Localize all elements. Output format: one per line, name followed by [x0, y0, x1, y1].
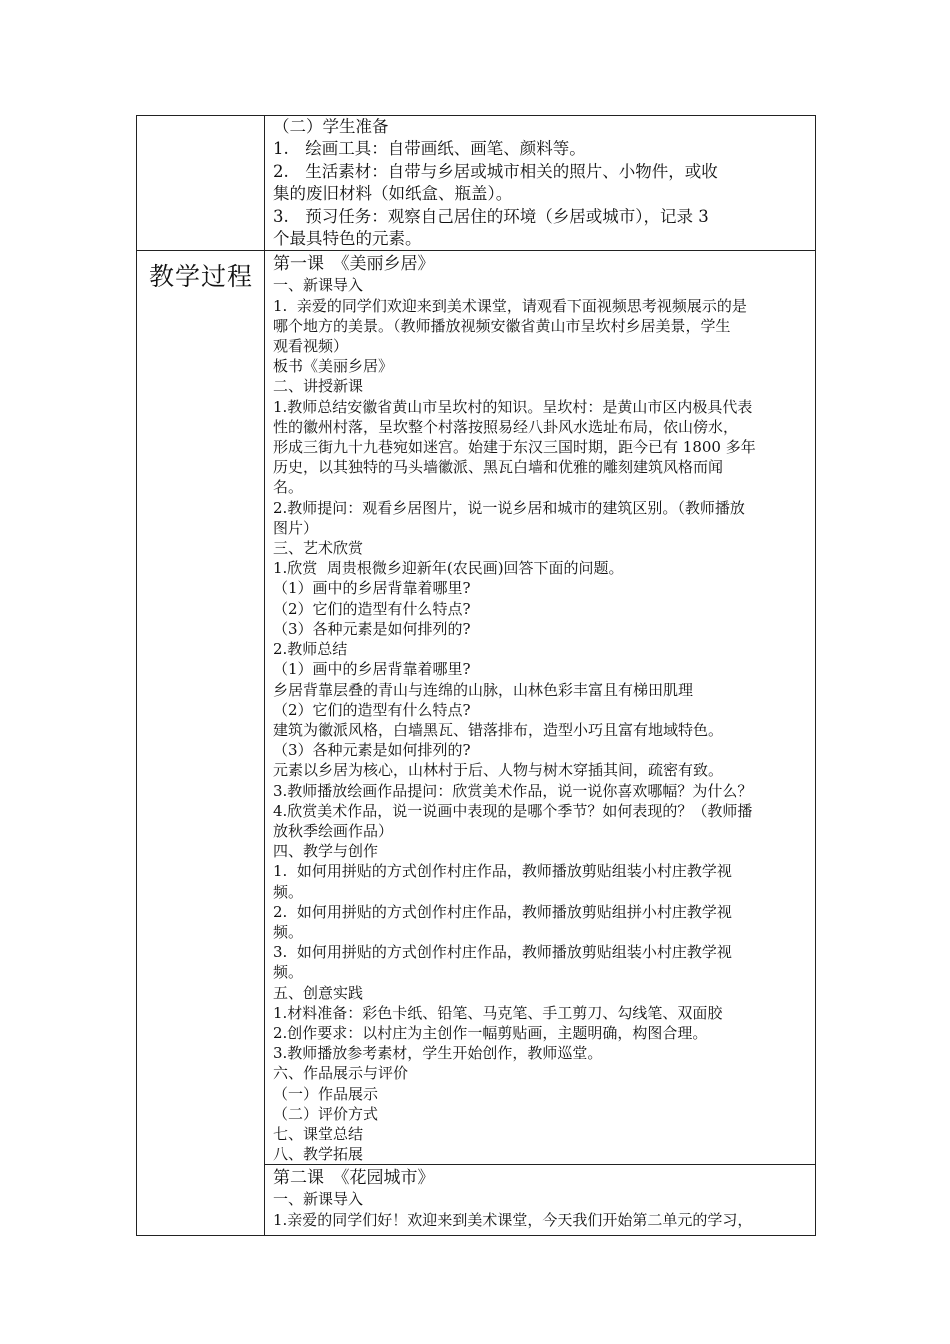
- lesson2-title: 第二课 《花园城市》: [273, 1168, 435, 1189]
- text-line: 2. 如何用拼贴的方式创作村庄作品，教师播放剪贴组拼小村庄教学视: [273, 902, 732, 921]
- text-line: 性的徽州村落，呈坎整个村落按照易经八卦风水选址布局，依山傍水，: [273, 417, 739, 436]
- lesson1-cell: [265, 251, 816, 1165]
- teaching-process-label: 教学过程: [149, 262, 254, 292]
- lesson1-lines: [273, 275, 807, 1164]
- text-line: 板书《美丽乡居》: [273, 357, 394, 376]
- text-line: （1）画中的乡居背靠着哪里?: [273, 579, 471, 598]
- text-line: （二）学生准备: [273, 117, 389, 136]
- text-line: 3. 如何用拼贴的方式创作村庄作品，教师播放剪贴组装小村庄教学视: [273, 943, 732, 962]
- text-line: 2.教师总结: [273, 640, 348, 659]
- text-line: 1. 绘画工具：自带画纸、画笔、颜料等。: [273, 139, 586, 159]
- student-preparation-row: [137, 116, 816, 251]
- text-line: （1）画中的乡居背靠着哪里?: [273, 660, 471, 679]
- text-line: 图片）: [273, 518, 319, 537]
- text-line: （2）它们的造型有什么特点?: [273, 700, 471, 719]
- text-line: 一、新课导入: [273, 276, 364, 295]
- teaching-process-label-cell: [137, 251, 265, 1236]
- text-line: 1.欣赏 周贵根微乡迎新年(农民画)回答下面的问题。: [273, 559, 624, 578]
- student-preparation-cell: [265, 116, 816, 251]
- lesson2-lines: [273, 1189, 807, 1229]
- text-line: 放秋季绘画作品）: [273, 821, 394, 840]
- text-line: （2）它们的造型有什么特点?: [273, 599, 471, 618]
- text-line: 集的废旧材料（如纸盒、瓶盖）。: [273, 184, 513, 204]
- text-line: 一、新课导入: [273, 1190, 364, 1209]
- text-line: 频。: [273, 882, 304, 901]
- text-line: （一）作品展示: [273, 1084, 379, 1103]
- lesson1-title: 第一课 《美丽乡居》: [273, 254, 435, 275]
- text-line: 1.亲爱的同学们好！欢迎来到美术课堂，今天我们开始第二单元的学习，: [273, 1210, 753, 1229]
- lesson2-cell: [265, 1165, 816, 1236]
- text-line: 六、作品展示与评价: [273, 1064, 409, 1083]
- student-preparation-content: [265, 116, 815, 250]
- text-line: 历史，以其独特的马头墙徽派、黑瓦白墙和优雅的雕刻建筑风格而闻: [273, 458, 724, 477]
- text-line: 哪个地方的美景。（教师播放视频安徽省黄山市呈坎村乡居美景，学生: [273, 316, 731, 335]
- text-line: 观看视频）: [273, 337, 349, 356]
- empty-label-cell: [137, 116, 265, 251]
- lesson2-content: [265, 1165, 815, 1229]
- text-line: 八、教学拓展: [273, 1145, 364, 1164]
- text-line: 2.创作要求：以村庄为主创作一幅剪贴画，主题明确，构图合理。: [273, 1023, 708, 1042]
- text-line: 建筑为徽派风格，白墙黑瓦、错落排布，造型小巧且富有地域特色。: [273, 720, 724, 739]
- text-line: 元素以乡居为核心，山林村于后、人物与树木穿插其间，疏密有致。: [273, 761, 724, 780]
- text-line: 二、讲授新课: [273, 377, 364, 396]
- text-line: 1. 如何用拼贴的方式创作村庄作品，教师播放剪贴组装小村庄教学视: [273, 862, 732, 881]
- text-line: 3.教师播放参考素材，学生开始创作，教师巡堂。: [273, 1044, 603, 1063]
- text-line: 形成三街九十九巷宛如迷宫。始建于东汉三国时期，距今已有 1800 多年: [273, 438, 756, 457]
- text-line: （二）评价方式: [273, 1104, 379, 1123]
- text-line: 2.教师提问：观看乡居图片，说一说乡居和城市的建筑区别。（教师播放: [273, 498, 745, 517]
- text-line: 五、创意实践: [273, 983, 364, 1002]
- text-line: 4.欣赏美术作品，说一说画中表现的是哪个季节？如何表现的？（教师播: [273, 801, 753, 820]
- text-line: 1.教师总结安徽省黄山市呈坎村的知识。呈坎村：是黄山市区内极具代表: [273, 397, 753, 416]
- text-line: 七、课堂总结: [273, 1124, 364, 1143]
- lesson1-content: [265, 251, 815, 1164]
- teaching-process-row: [137, 251, 816, 1165]
- text-line: 四、教学与创作: [273, 842, 379, 861]
- text-line: 3. 预习任务：观察自己居住的环境（乡居或城市），记录 3: [273, 206, 709, 226]
- text-line: 频。: [273, 922, 304, 941]
- text-line: 2. 生活素材：自带与乡居或城市相关的照片、小物件，或收: [273, 161, 718, 181]
- lesson-plan-table: [136, 115, 816, 1236]
- text-line: 三、艺术欣赏: [273, 539, 364, 558]
- text-line: 频。: [273, 963, 304, 982]
- text-line: （3）各种元素是如何排列的?: [273, 741, 471, 760]
- text-line: 3.教师播放绘画作品提问：欣赏美术作品，说一说你喜欢哪幅？为什么？: [273, 781, 753, 800]
- text-line: 乡居背靠层叠的青山与连绵的山脉，山林色彩丰富且有梯田肌理: [273, 680, 694, 699]
- text-line: 1.材料准备：彩色卡纸、铅笔、马克笔、手工剪刀、勾线笔、双面胶: [273, 1003, 723, 1022]
- text-line: （3）各种元素是如何排列的?: [273, 619, 471, 638]
- text-line: 个最具特色的元素。: [273, 229, 422, 249]
- text-line: 名。: [273, 478, 304, 497]
- text-line: 1. 亲爱的同学们欢迎来到美术课堂，请观看下面视频思考视频展示的是: [273, 296, 747, 315]
